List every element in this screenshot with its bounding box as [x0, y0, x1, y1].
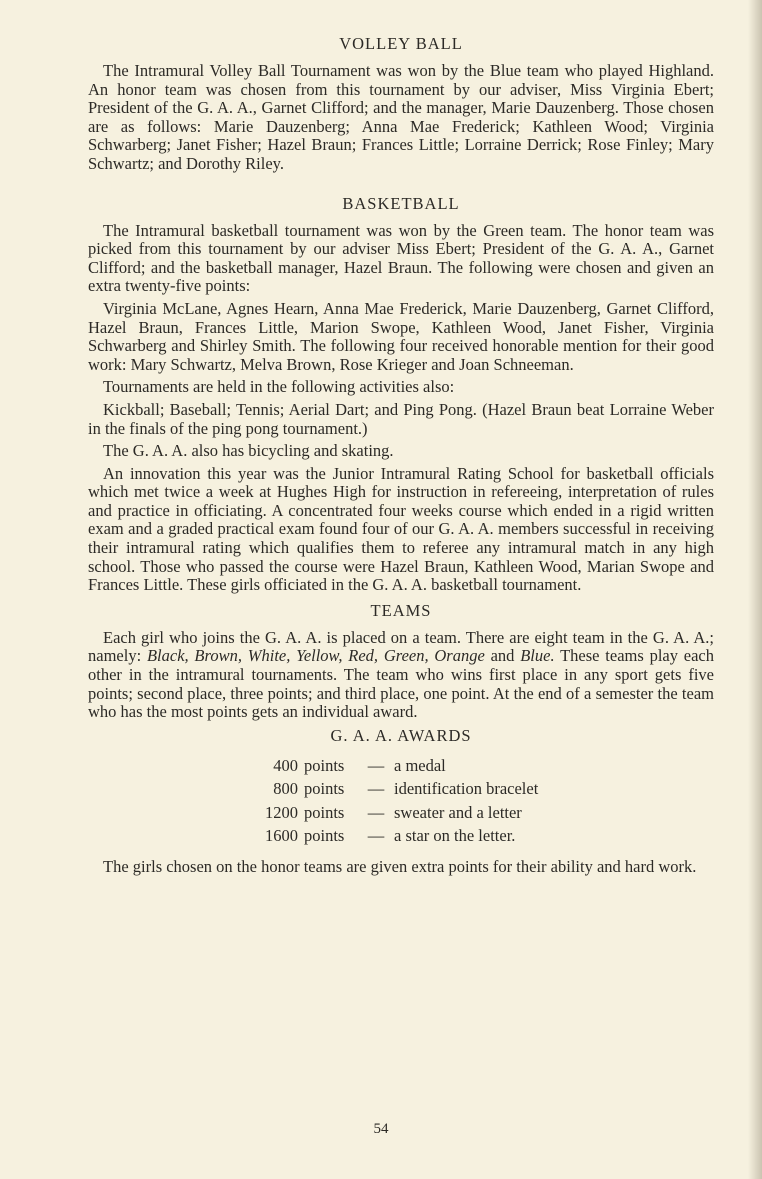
award-dash: — — [367, 779, 385, 799]
teams-heading: TEAMS — [370, 600, 432, 620]
award-row — [216, 754, 714, 778]
basketball-paragraph-4: Kickball; Baseball; Tennis; Aerial Dart; and Ping Pong. (Hazel Braun beat Lorraine Weber in the finals of the ping pong tournament.) — [88, 399, 714, 438]
award-dash: — — [367, 802, 385, 822]
awards-closing: The girls chosen on the honor teams are given extra points for their ability and hard work. — [103, 856, 697, 876]
basketball-heading: BASKETBALL — [342, 193, 460, 213]
award-points: 800 — [273, 779, 298, 799]
basketball-paragraph-3: Tournaments are held in the following activities also: — [103, 377, 455, 397]
teams-text-before: Each girl who joins the G. A. A. is placed on a team. There are eight team in the G. A. A.; namely: — [88, 627, 714, 666]
page-number: 54 — [373, 1121, 389, 1137]
teams-paragraph — [88, 629, 714, 722]
award-unit: points — [304, 826, 345, 846]
awards-heading: G. A. A. AWARDS — [330, 725, 472, 745]
award-unit: points — [304, 802, 345, 822]
award-points: 1200 — [265, 802, 298, 822]
award-dash: — — [367, 826, 385, 846]
team-last: Blue. — [520, 646, 555, 666]
award-description: a star on the letter. — [394, 826, 516, 846]
basketball-paragraph-6: An innovation this year was the Junior Intramural Rating School for basketball officials which met twice a week at Hughes High for instruction in refereeing, interpretation of rules and practice in officiating. A concentrated four weeks course which ended in a rigid written exam and a graded practical exam found four of our G. A. A. members successful in receiving their intramural rating which qualifies them to referee any intramural match in any high school. Those who passed the course were Hazel Braun, Kathleen Wood, Marian Swope and Frances Little. These girls officiated in the G. A. A. basketball tournament. — [88, 463, 714, 595]
volleyball-paragraph: The Intramural Volley Ball Tournament was won by the Blue team who played Highland. An honor team was chosen from this tournament by our adviser, Miss Virginia Ebert; President of the G. A. A., Garnet Clifford; and the manager, Marie Dauzenberg. Those chosen are as follows: Marie Dauzenberg; Anna Mae Frederick; Kathleen Wood; Virginia Schwarberg; Janet Fisher; Hazel Braun; Frances Little; Lorraine Derrick; Rose Finley; Mary Schwartz; and Dorothy Riley. — [88, 61, 714, 173]
award-row — [216, 801, 714, 825]
award-description: sweater and a letter — [394, 802, 522, 822]
award-points: 1600 — [265, 826, 298, 846]
award-description: identification bracelet — [394, 779, 539, 799]
award-unit: points — [304, 755, 345, 775]
page-edge-shadow — [748, 0, 762, 1179]
basketball-paragraph-5: The G. A. A. also has bicycling and skating. — [103, 441, 394, 461]
award-row — [216, 824, 714, 848]
award-dash: — — [367, 755, 385, 775]
basketball-paragraph-1: The Intramural basketball tournament was won by the Green team. The honor team was picked from this tournament by our adviser Miss Ebert; President of the G. A. A., Garnet Clifford; and the basketball manager, Hazel Braun. The following were chosen and given an extra twenty-five points: — [88, 220, 714, 296]
awards-list — [216, 754, 714, 848]
award-row — [216, 777, 714, 801]
award-points: 400 — [273, 755, 298, 775]
teams-and: and — [490, 646, 515, 666]
volleyball-heading: VOLLEY BALL — [339, 34, 463, 53]
award-unit: points — [304, 779, 345, 799]
team-names: Black, Brown, White, Yellow, Red, Green, Orange — [146, 646, 485, 666]
award-description: a medal — [394, 755, 446, 775]
basketball-paragraph-2: Virginia McLane, Agnes Hearn, Anna Mae Frederick, Marie Dauzenberg, Garnet Clifford, Hazel Braun, Frances Little, Marion Swope, Kathleen Wood, Janet Fisher, Virginia Schwarberg and Shirley Smith. The following four received honorable mention for their good work: Mary Schwartz, Melva Brown, Rose Krieger and Joan Schneeman. — [88, 298, 714, 374]
page-content — [88, 32, 714, 880]
teams-text-after: These teams play each other in the intramural tournaments. The team who wins first place in any sport gets five points; second place, three points; and third place, one point. At the end of a semester the team who has the most points gets an individual award. — [88, 646, 714, 722]
